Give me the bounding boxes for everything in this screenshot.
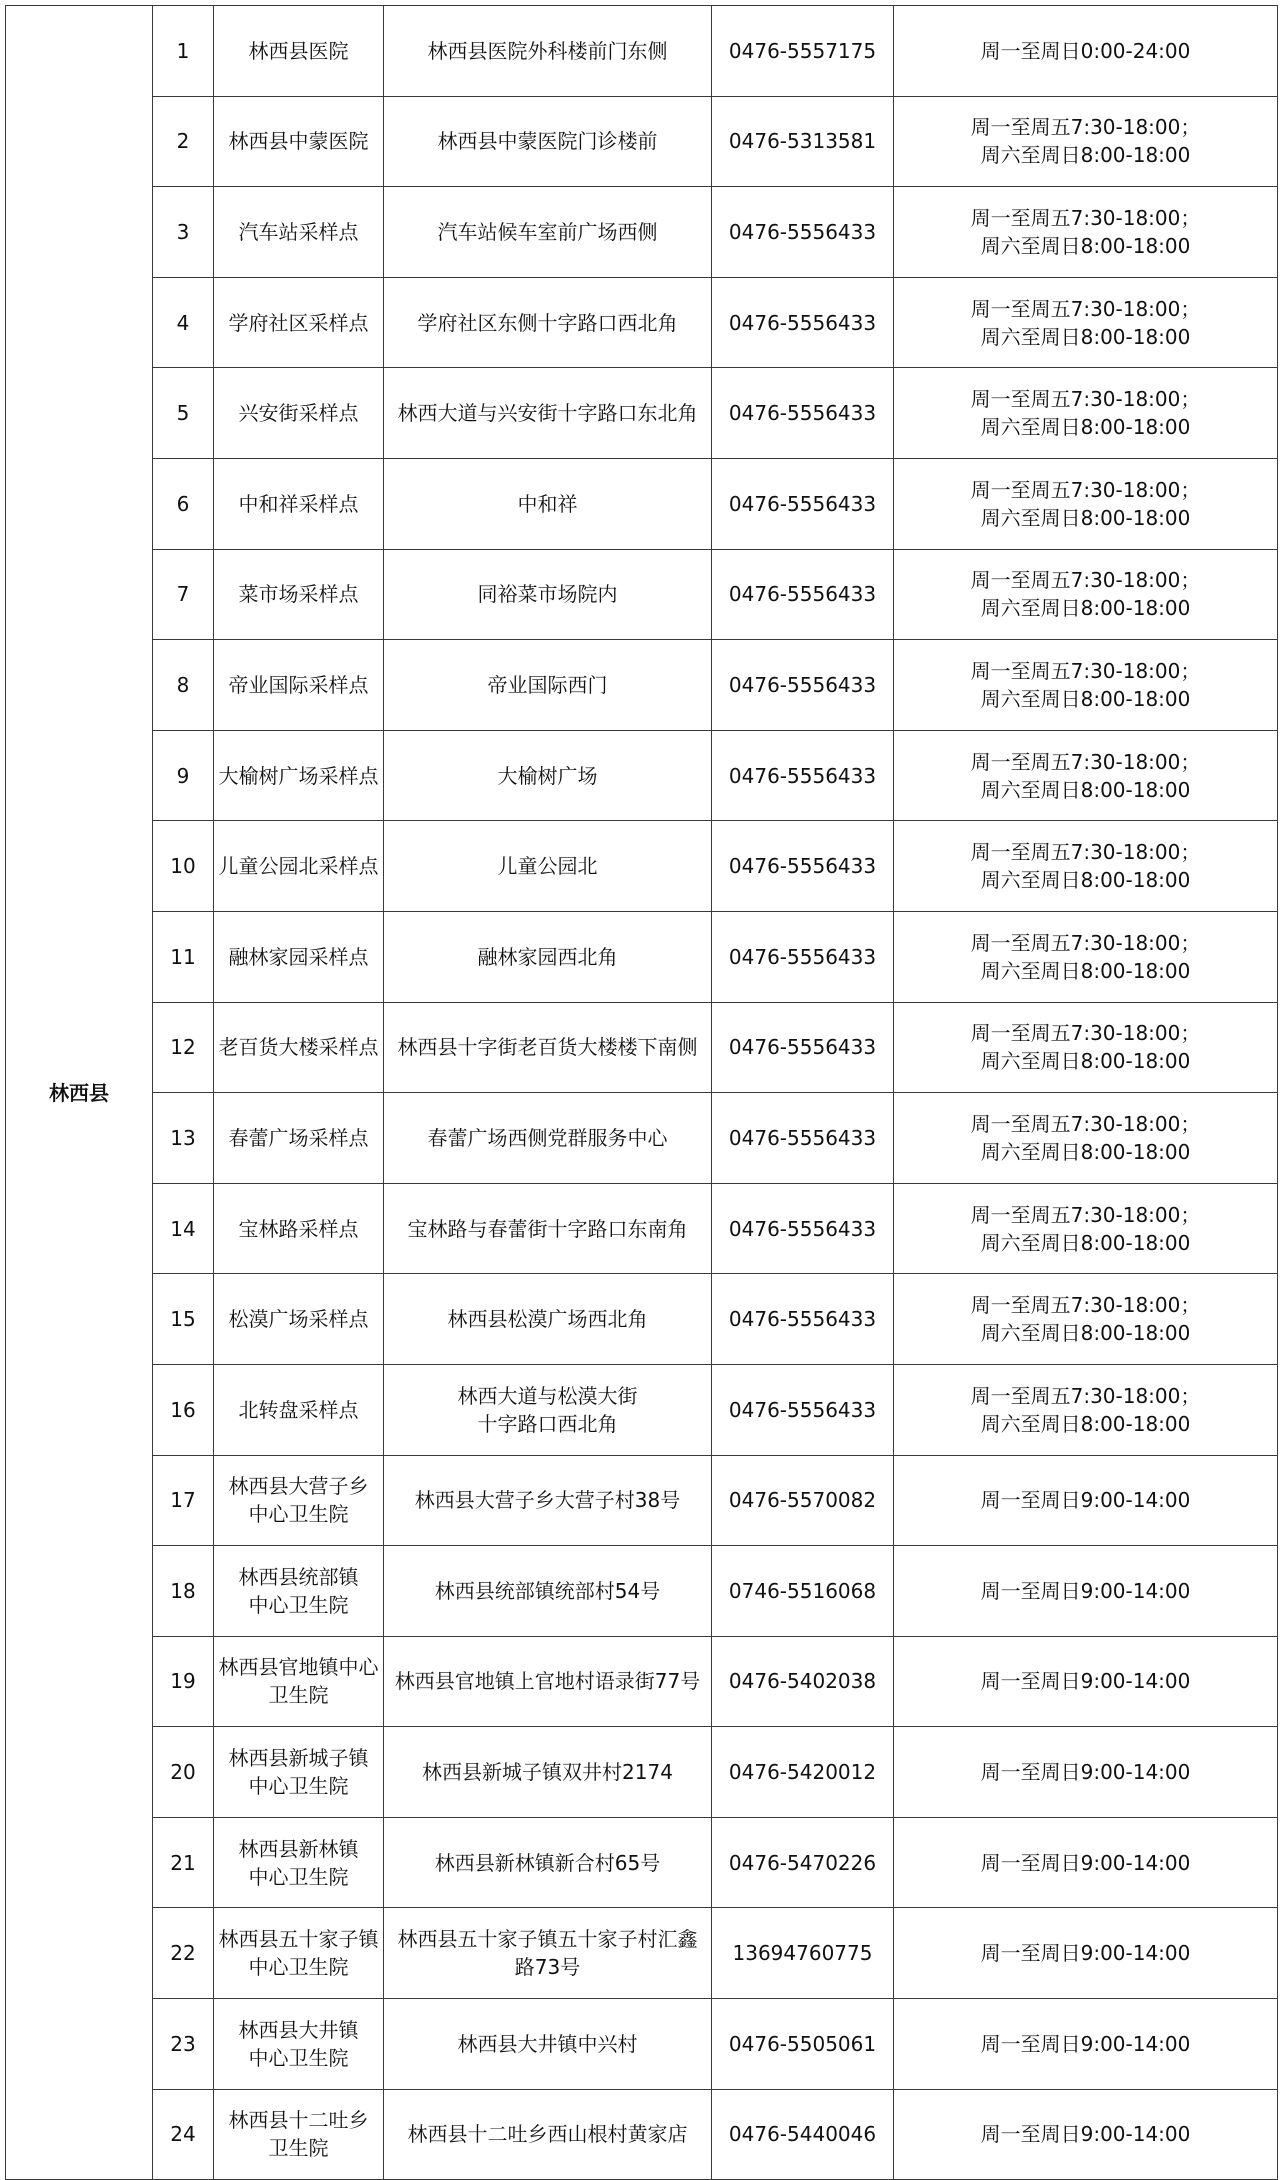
site-hours: 周一至周五7:30-18:00； 周六至周日8:00-18:00 [894,1002,1278,1093]
site-name: 林西县医院 [214,6,384,97]
site-hours: 周一至周日9:00-14:00 [894,1908,1278,1999]
site-address: 林西县新林镇新合村65号 [384,1817,712,1908]
table-body [6,6,1278,2180]
site-address: 学府社区东侧十字路口西北角 [384,277,712,368]
site-name: 融林家园采样点 [214,911,384,1002]
table-row [6,1183,1278,1274]
table-row [6,1636,1278,1727]
testing-sites-table [5,5,1278,2180]
row-number: 10 [153,821,214,912]
site-address: 林西县五十家子镇五十家子村汇鑫 路73号 [384,1908,712,1999]
site-hours: 周一至周五7:30-18:00； 周六至周日8:00-18:00 [894,187,1278,278]
site-hours: 周一至周五7:30-18:00； 周六至周日8:00-18:00 [894,1364,1278,1455]
site-phone: 13694760775 [712,1908,894,1999]
site-name: 林西县中蒙医院 [214,96,384,187]
site-name: 菜市场采样点 [214,549,384,640]
site-phone: 0476-5420012 [712,1727,894,1818]
site-name: 北转盘采样点 [214,1364,384,1455]
county-name: 林西县 [6,6,153,2180]
site-address: 融林家园西北角 [384,911,712,1002]
site-address: 林西县大营子乡大营子村38号 [384,1455,712,1546]
site-phone: 0476-5313581 [712,96,894,187]
site-hours: 周一至周五7:30-18:00； 周六至周日8:00-18:00 [894,458,1278,549]
row-number: 20 [153,1727,214,1818]
table-row [6,368,1278,459]
site-phone: 0476-5556433 [712,911,894,1002]
site-phone: 0476-5556433 [712,730,894,821]
site-name: 学府社区采样点 [214,277,384,368]
row-number: 22 [153,1908,214,1999]
row-number: 12 [153,1002,214,1093]
row-number: 3 [153,187,214,278]
site-name: 林西县十二吐乡 卫生院 [214,2089,384,2180]
site-name: 大榆树广场采样点 [214,730,384,821]
site-hours: 周一至周五7:30-18:00； 周六至周日8:00-18:00 [894,730,1278,821]
row-number: 23 [153,1999,214,2090]
row-number: 18 [153,1546,214,1637]
site-address: 帝业国际西门 [384,640,712,731]
site-hours: 周一至周日9:00-14:00 [894,2089,1278,2180]
row-number: 9 [153,730,214,821]
table-row [6,2089,1278,2180]
site-name: 春蕾广场采样点 [214,1093,384,1184]
table-row [6,821,1278,912]
row-number: 11 [153,911,214,1002]
site-hours: 周一至周五7:30-18:00； 周六至周日8:00-18:00 [894,549,1278,640]
site-hours: 周一至周五7:30-18:00； 周六至周日8:00-18:00 [894,640,1278,731]
table-row [6,730,1278,821]
site-name: 林西县五十家子镇 中心卫生院 [214,1908,384,1999]
site-name: 林西县新城子镇 中心卫生院 [214,1727,384,1818]
table-row [6,277,1278,368]
table-row [6,6,1278,97]
site-phone: 0476-5556433 [712,187,894,278]
site-hours: 周一至周五7:30-18:00； 周六至周日8:00-18:00 [894,1093,1278,1184]
site-name: 汽车站采样点 [214,187,384,278]
site-address: 林西县医院外科楼前门东侧 [384,6,712,97]
table-row [6,1274,1278,1365]
row-number: 15 [153,1274,214,1365]
row-number: 2 [153,96,214,187]
site-address: 林西大道与兴安街十字路口东北角 [384,368,712,459]
table-row [6,1364,1278,1455]
site-hours: 周一至周日9:00-14:00 [894,1999,1278,2090]
site-address: 林西县松漠广场西北角 [384,1274,712,1365]
site-name: 宝林路采样点 [214,1183,384,1274]
row-number: 17 [153,1455,214,1546]
site-hours: 周一至周五7:30-18:00； 周六至周日8:00-18:00 [894,96,1278,187]
table-row [6,187,1278,278]
site-hours: 周一至周五7:30-18:00； 周六至周日8:00-18:00 [894,368,1278,459]
row-number: 19 [153,1636,214,1727]
site-address: 林西县官地镇上官地村语录街77号 [384,1636,712,1727]
site-name: 林西县官地镇中心 卫生院 [214,1636,384,1727]
site-name: 林西县新林镇 中心卫生院 [214,1817,384,1908]
row-number: 14 [153,1183,214,1274]
site-address: 林西县十字街老百货大楼楼下南侧 [384,1002,712,1093]
site-name: 中和祥采样点 [214,458,384,549]
table-row [6,1727,1278,1818]
site-address: 中和祥 [384,458,712,549]
site-phone: 0476-5505061 [712,1999,894,2090]
site-phone: 0476-5556433 [712,1093,894,1184]
site-hours: 周一至周日9:00-14:00 [894,1455,1278,1546]
site-phone: 0476-5556433 [712,1002,894,1093]
site-hours: 周一至周五7:30-18:00； 周六至周日8:00-18:00 [894,911,1278,1002]
site-hours: 周一至周五7:30-18:00； 周六至周日8:00-18:00 [894,1274,1278,1365]
site-address: 林西县十二吐乡西山根村黄家店 [384,2089,712,2180]
site-name: 松漠广场采样点 [214,1274,384,1365]
site-address: 林西县大井镇中兴村 [384,1999,712,2090]
site-address: 林西县统部镇统部村54号 [384,1546,712,1637]
site-phone: 0476-5556433 [712,549,894,640]
row-number: 5 [153,368,214,459]
site-name: 老百货大楼采样点 [214,1002,384,1093]
site-phone: 0476-5556433 [712,821,894,912]
site-name: 林西县统部镇 中心卫生院 [214,1546,384,1637]
table-row [6,640,1278,731]
site-address: 春蕾广场西侧党群服务中心 [384,1093,712,1184]
site-hours: 周一至周五7:30-18:00； 周六至周日8:00-18:00 [894,277,1278,368]
site-address: 宝林路与春蕾街十字路口东南角 [384,1183,712,1274]
site-phone: 0476-5556433 [712,458,894,549]
site-phone: 0476-5570082 [712,1455,894,1546]
table-row [6,1455,1278,1546]
site-phone: 0476-5402038 [712,1636,894,1727]
site-name: 儿童公园北采样点 [214,821,384,912]
table-row [6,1093,1278,1184]
site-name: 林西县大井镇 中心卫生院 [214,1999,384,2090]
site-phone: 0476-5556433 [712,1183,894,1274]
site-hours: 周一至周五7:30-18:00； 周六至周日8:00-18:00 [894,821,1278,912]
site-address: 汽车站候车室前广场西侧 [384,187,712,278]
site-name: 帝业国际采样点 [214,640,384,731]
table-row [6,1908,1278,1999]
site-phone: 0476-5556433 [712,277,894,368]
row-number: 16 [153,1364,214,1455]
site-hours: 周一至周日0:00-24:00 [894,6,1278,97]
row-number: 7 [153,549,214,640]
site-name: 林西县大营子乡 中心卫生院 [214,1455,384,1546]
table-row [6,458,1278,549]
site-hours: 周一至周五7:30-18:00； 周六至周日8:00-18:00 [894,1183,1278,1274]
site-phone: 0476-5440046 [712,2089,894,2180]
site-address: 大榆树广场 [384,730,712,821]
site-phone: 0746-5516068 [712,1546,894,1637]
site-address: 林西大道与松漠大街 十字路口西北角 [384,1364,712,1455]
site-name: 兴安街采样点 [214,368,384,459]
row-number: 1 [153,6,214,97]
table-row [6,549,1278,640]
row-number: 6 [153,458,214,549]
site-phone: 0476-5556433 [712,368,894,459]
site-address: 儿童公园北 [384,821,712,912]
site-phone: 0476-5470226 [712,1817,894,1908]
site-hours: 周一至周日9:00-14:00 [894,1727,1278,1818]
site-hours: 周一至周日9:00-14:00 [894,1546,1278,1637]
row-number: 8 [153,640,214,731]
row-number: 4 [153,277,214,368]
table-row [6,1002,1278,1093]
site-phone: 0476-5556433 [712,1274,894,1365]
table-row [6,911,1278,1002]
site-address: 林西县中蒙医院门诊楼前 [384,96,712,187]
row-number: 21 [153,1817,214,1908]
table-row [6,1817,1278,1908]
site-phone: 0476-5557175 [712,6,894,97]
site-phone: 0476-5556433 [712,1364,894,1455]
table-row [6,96,1278,187]
site-hours: 周一至周日9:00-14:00 [894,1817,1278,1908]
table-row [6,1999,1278,2090]
row-number: 13 [153,1093,214,1184]
site-phone: 0476-5556433 [712,640,894,731]
table-row [6,1546,1278,1637]
site-hours: 周一至周日9:00-14:00 [894,1636,1278,1727]
site-address: 同裕菜市场院内 [384,549,712,640]
row-number: 24 [153,2089,214,2180]
site-address: 林西县新城子镇双井村2174 [384,1727,712,1818]
